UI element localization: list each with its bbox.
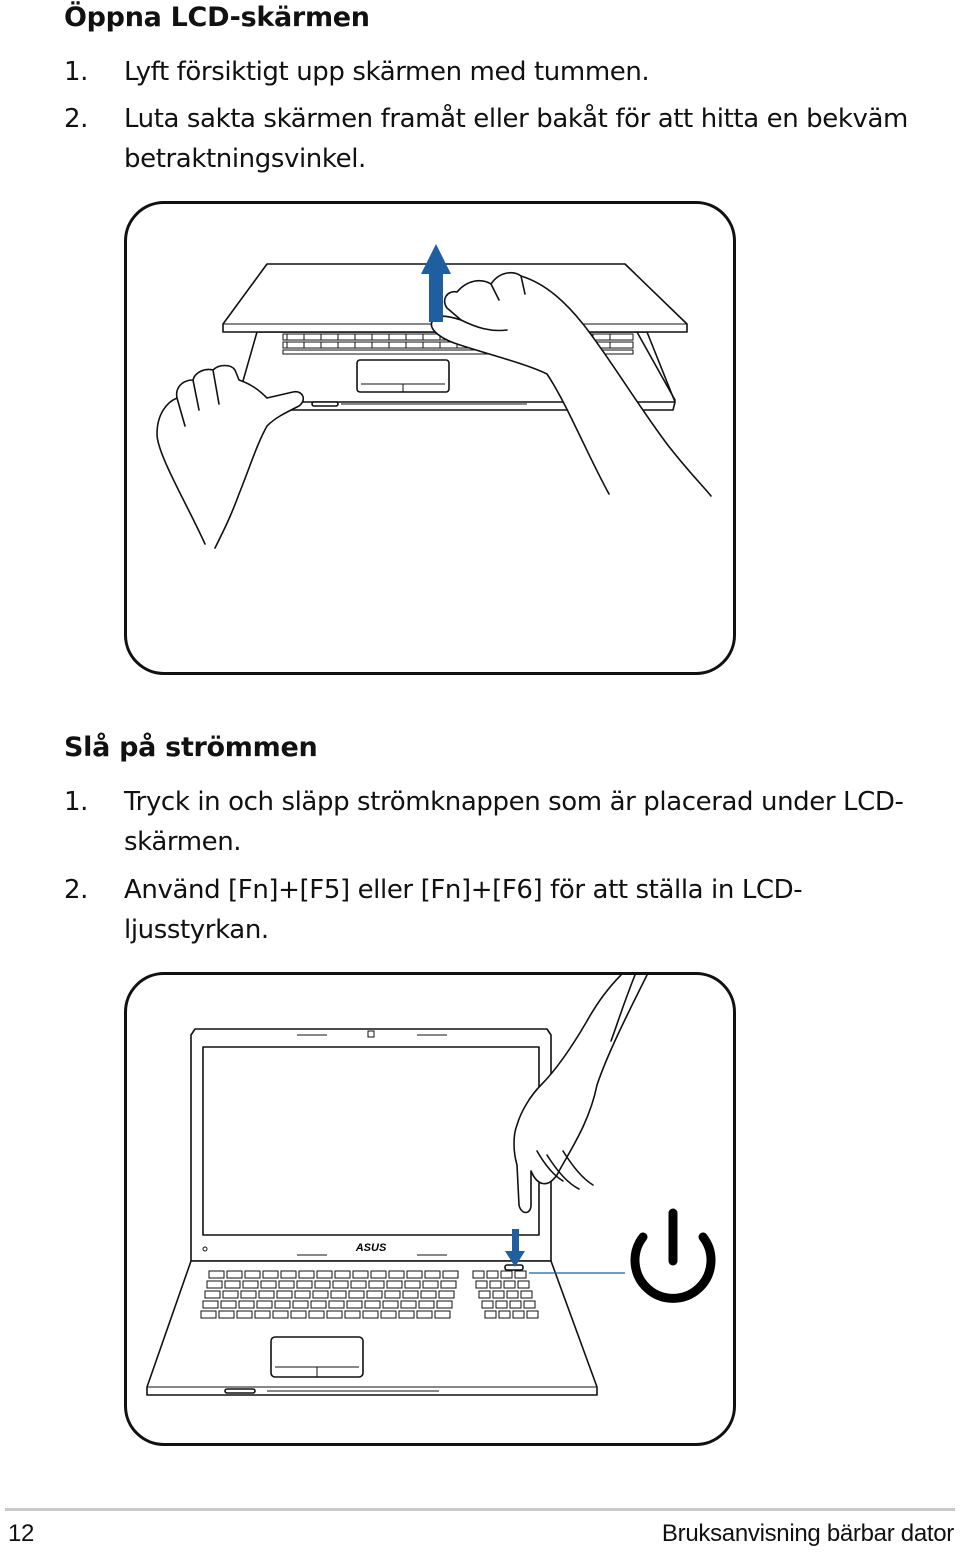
step-item: [64, 52, 954, 92]
step-item: [64, 870, 894, 950]
section-heading-open-lcd: Öppna LCD-skärmen: [64, 2, 370, 33]
step-item: [64, 782, 954, 862]
power-icon: [635, 1213, 711, 1298]
step-text: Tryck in och släpp strömknappen som är placerad under LCD-skärmen.: [124, 787, 904, 857]
laptop-open-lid-drawing: [127, 204, 736, 675]
illustration-power-on: [124, 972, 736, 1446]
section-heading-power-on: Slå på strömmen: [64, 732, 318, 763]
illustration-open-lid: [124, 201, 736, 675]
step-number: 1.: [64, 787, 89, 817]
step-number: 1.: [64, 57, 89, 87]
step-text: Använd [Fn]+[F5] eller [Fn]+[F6] för att ställa in LCD-ljusstyrkan.: [124, 875, 803, 945]
page-number: 12: [8, 1520, 35, 1547]
footer-title: Bruksanvisning bärbar dator: [661, 1520, 954, 1547]
footer-rule: [5, 1508, 955, 1511]
laptop-power-on-drawing: [127, 975, 736, 1446]
step-number: 2.: [64, 104, 89, 134]
step-text: Lyft försiktigt upp skärmen med tummen.: [124, 57, 650, 87]
step-item: [64, 99, 960, 179]
brand-logo: ASUS: [355, 1242, 387, 1254]
step-text: Luta sakta skärmen framåt eller bakåt för att hitta en bekväm betraktningsvinkel.: [124, 104, 908, 174]
step-number: 2.: [64, 875, 89, 905]
